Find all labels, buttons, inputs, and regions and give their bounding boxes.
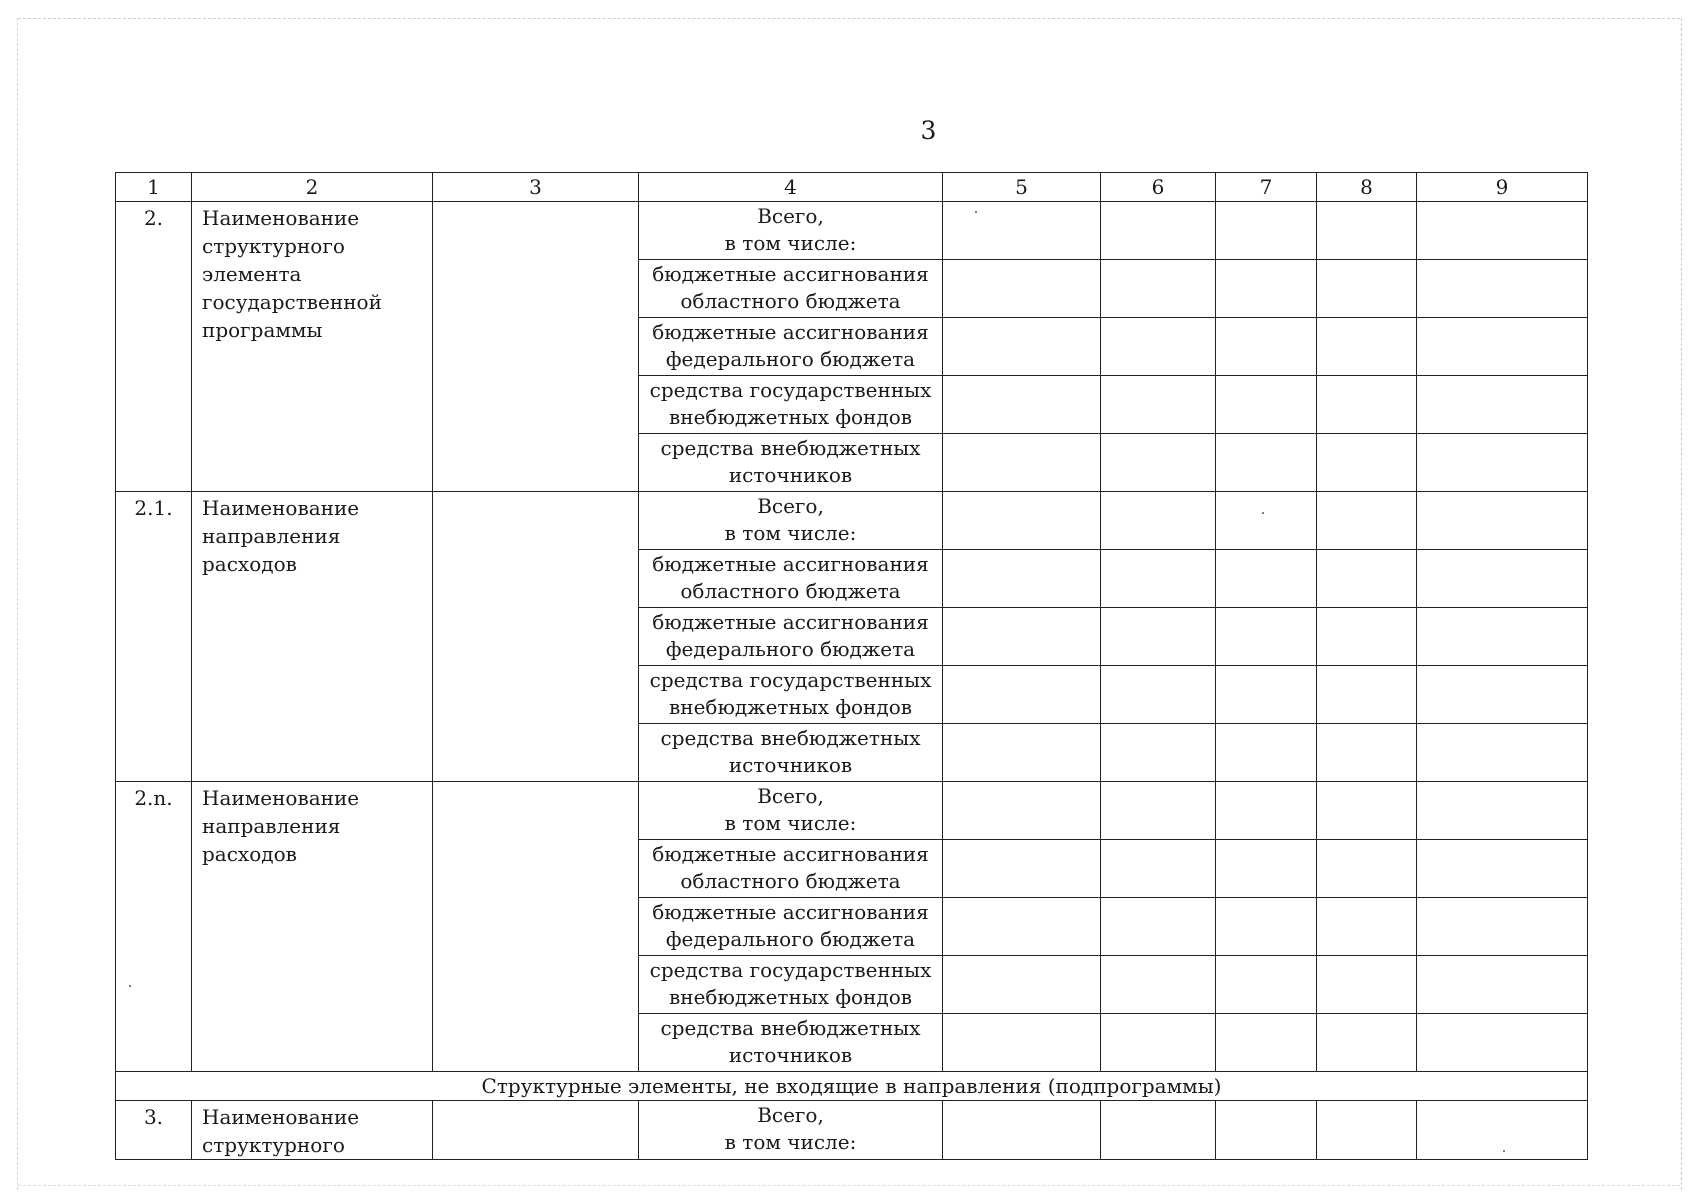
element-name-cell: Наименование структурного — [192, 1101, 433, 1160]
element-name-cell: Наименование направления расходов — [192, 782, 433, 1072]
value-cell — [1417, 782, 1588, 840]
value-cell — [1417, 956, 1588, 1014]
funding-source-cell — [639, 1101, 943, 1160]
funding-source-line: Всего, — [757, 784, 824, 808]
funding-source-line: в том числе: — [724, 811, 857, 835]
value-cell — [1417, 202, 1588, 260]
value-cell — [943, 492, 1101, 550]
value-cell — [943, 956, 1101, 1014]
row-number-cell: 2.n. — [116, 782, 192, 1072]
value-cell — [1317, 782, 1417, 840]
page-number: 3 — [920, 116, 938, 145]
value-cell — [1216, 260, 1317, 318]
funding-source-line: средства внебюджетных — [660, 1016, 921, 1040]
scan-speck — [975, 211, 977, 213]
element-name-cell: Наименование структурного элемента государственной программы — [192, 202, 433, 492]
value-cell — [943, 550, 1101, 608]
value-cell — [1317, 550, 1417, 608]
value-cell — [1417, 898, 1588, 956]
column-3-cell — [433, 1101, 639, 1160]
table-row — [116, 1101, 1588, 1160]
value-cell — [1101, 1101, 1216, 1160]
value-cell — [943, 782, 1101, 840]
value-cell — [1317, 492, 1417, 550]
funding-source-line: средства государственных — [649, 378, 932, 402]
value-cell — [1317, 318, 1417, 376]
value-cell — [943, 202, 1101, 260]
funding-source-line: бюджетные ассигнования — [652, 842, 929, 866]
funding-source-line: бюджетные ассигнования — [652, 552, 929, 576]
value-cell — [943, 1014, 1101, 1072]
value-cell — [1317, 1014, 1417, 1072]
funding-source-cell — [639, 898, 943, 956]
funding-source-line: федерального бюджета — [665, 637, 916, 661]
column-header: 7 — [1216, 173, 1317, 202]
value-cell — [943, 434, 1101, 492]
value-cell — [1417, 550, 1588, 608]
funding-source-line: в том числе: — [724, 231, 857, 255]
value-cell — [1101, 608, 1216, 666]
value-cell — [1101, 898, 1216, 956]
section-row — [116, 1072, 1588, 1101]
funding-source-line: источников — [728, 753, 853, 777]
scan-speck — [1262, 512, 1264, 514]
value-cell — [1101, 434, 1216, 492]
column-3-cell — [433, 202, 639, 492]
column-3-cell — [433, 492, 639, 782]
value-cell — [1317, 608, 1417, 666]
value-cell — [1417, 1101, 1588, 1160]
value-cell — [1317, 260, 1417, 318]
funding-source-cell — [639, 666, 943, 724]
column-header: 8 — [1317, 173, 1417, 202]
value-cell — [1317, 1101, 1417, 1160]
value-cell — [1101, 782, 1216, 840]
funding-source-line: Всего, — [757, 1103, 824, 1127]
funding-source-line: областного бюджета — [680, 869, 901, 893]
value-cell — [943, 840, 1101, 898]
value-cell — [1216, 666, 1317, 724]
scan-edge-bottom — [18, 1185, 1680, 1186]
value-cell — [1417, 318, 1588, 376]
funding-source-line: в том числе: — [724, 521, 857, 545]
value-cell — [1216, 492, 1317, 550]
column-header: 1 — [116, 173, 192, 202]
value-cell — [1417, 1014, 1588, 1072]
value-cell — [1101, 550, 1216, 608]
column-3-cell — [433, 782, 639, 1072]
funding-source-cell — [639, 260, 943, 318]
scan-speck — [129, 985, 131, 987]
table-row — [116, 202, 1588, 260]
value-cell — [943, 1101, 1101, 1160]
funding-source-line: средства государственных — [649, 668, 932, 692]
value-cell — [1417, 724, 1588, 782]
value-cell — [1216, 608, 1317, 666]
funding-source-line: средства внебюджетных — [660, 726, 921, 750]
value-cell — [1317, 840, 1417, 898]
funding-source-cell — [639, 782, 943, 840]
scan-edge-right — [1681, 18, 1682, 1190]
value-cell — [943, 666, 1101, 724]
funding-source-cell — [639, 1014, 943, 1072]
scan-speck — [1503, 1150, 1505, 1152]
funding-source-cell — [639, 434, 943, 492]
funding-source-cell — [639, 608, 943, 666]
finance-table — [115, 172, 1588, 1160]
funding-source-line: федерального бюджета — [665, 927, 916, 951]
funding-source-line: областного бюджета — [680, 579, 901, 603]
value-cell — [1216, 318, 1317, 376]
funding-source-line: бюджетные ассигнования — [652, 320, 929, 344]
column-header: 3 — [433, 173, 639, 202]
funding-source-line: внебюджетных фондов — [668, 695, 913, 719]
funding-source-cell — [639, 492, 943, 550]
funding-source-cell — [639, 202, 943, 260]
column-header: 5 — [943, 173, 1101, 202]
value-cell — [1216, 782, 1317, 840]
value-cell — [1216, 956, 1317, 1014]
value-cell — [1317, 376, 1417, 434]
value-cell — [1317, 956, 1417, 1014]
section-title: Структурные элементы, не входящие в направления (подпрограммы) — [116, 1072, 1588, 1101]
scan-edge-left — [17, 18, 18, 1190]
column-header: 6 — [1101, 173, 1216, 202]
value-cell — [1317, 724, 1417, 782]
value-cell — [1216, 1014, 1317, 1072]
value-cell — [943, 260, 1101, 318]
funding-source-line: внебюджетных фондов — [668, 405, 913, 429]
value-cell — [1417, 608, 1588, 666]
value-cell — [1101, 956, 1216, 1014]
funding-source-line: областного бюджета — [680, 289, 901, 313]
funding-source-line: бюджетные ассигнования — [652, 610, 929, 634]
value-cell — [1417, 840, 1588, 898]
funding-source-cell — [639, 956, 943, 1014]
value-cell — [1317, 202, 1417, 260]
value-cell — [943, 724, 1101, 782]
scan-edge-top — [18, 18, 1680, 19]
column-header: 9 — [1417, 173, 1588, 202]
value-cell — [1417, 376, 1588, 434]
value-cell — [943, 898, 1101, 956]
value-cell — [1216, 202, 1317, 260]
value-cell — [943, 608, 1101, 666]
funding-source-line: источников — [728, 463, 853, 487]
value-cell — [1417, 260, 1588, 318]
value-cell — [1101, 202, 1216, 260]
value-cell — [1417, 492, 1588, 550]
column-number-row — [116, 173, 1588, 202]
funding-source-line: бюджетные ассигнования — [652, 262, 929, 286]
element-name-cell: Наименование направления расходов — [192, 492, 433, 782]
funding-source-cell — [639, 840, 943, 898]
value-cell — [1101, 376, 1216, 434]
funding-source-line: источников — [728, 1043, 853, 1067]
funding-source-line: федерального бюджета — [665, 347, 916, 371]
funding-source-line: Всего, — [757, 204, 824, 228]
value-cell — [1101, 318, 1216, 376]
value-cell — [1216, 376, 1317, 434]
funding-source-line: бюджетные ассигнования — [652, 900, 929, 924]
value-cell — [943, 318, 1101, 376]
column-header: 4 — [639, 173, 943, 202]
table-row — [116, 782, 1588, 840]
value-cell — [1101, 260, 1216, 318]
value-cell — [1317, 666, 1417, 724]
value-cell — [943, 376, 1101, 434]
funding-source-cell — [639, 318, 943, 376]
value-cell — [1101, 724, 1216, 782]
value-cell — [1216, 1101, 1317, 1160]
funding-source-line: в том числе: — [724, 1130, 857, 1154]
value-cell — [1417, 434, 1588, 492]
row-number-cell: 2. — [116, 202, 192, 492]
value-cell — [1317, 434, 1417, 492]
funding-source-cell — [639, 724, 943, 782]
value-cell — [1216, 434, 1317, 492]
value-cell — [1216, 724, 1317, 782]
value-cell — [1317, 898, 1417, 956]
funding-source-line: Всего, — [757, 494, 824, 518]
funding-source-line: внебюджетных фондов — [668, 985, 913, 1009]
finance-table-wrapper — [115, 172, 1588, 1160]
table-row — [116, 492, 1588, 550]
value-cell — [1101, 840, 1216, 898]
funding-source-line: средства государственных — [649, 958, 932, 982]
value-cell — [1101, 492, 1216, 550]
row-number-cell: 3. — [116, 1101, 192, 1160]
value-cell — [1216, 550, 1317, 608]
funding-source-line: средства внебюджетных — [660, 436, 921, 460]
funding-source-cell — [639, 376, 943, 434]
column-header: 2 — [192, 173, 433, 202]
funding-source-cell — [639, 550, 943, 608]
row-number-cell: 2.1. — [116, 492, 192, 782]
value-cell — [1101, 666, 1216, 724]
value-cell — [1216, 898, 1317, 956]
value-cell — [1417, 666, 1588, 724]
value-cell — [1216, 840, 1317, 898]
value-cell — [1101, 1014, 1216, 1072]
